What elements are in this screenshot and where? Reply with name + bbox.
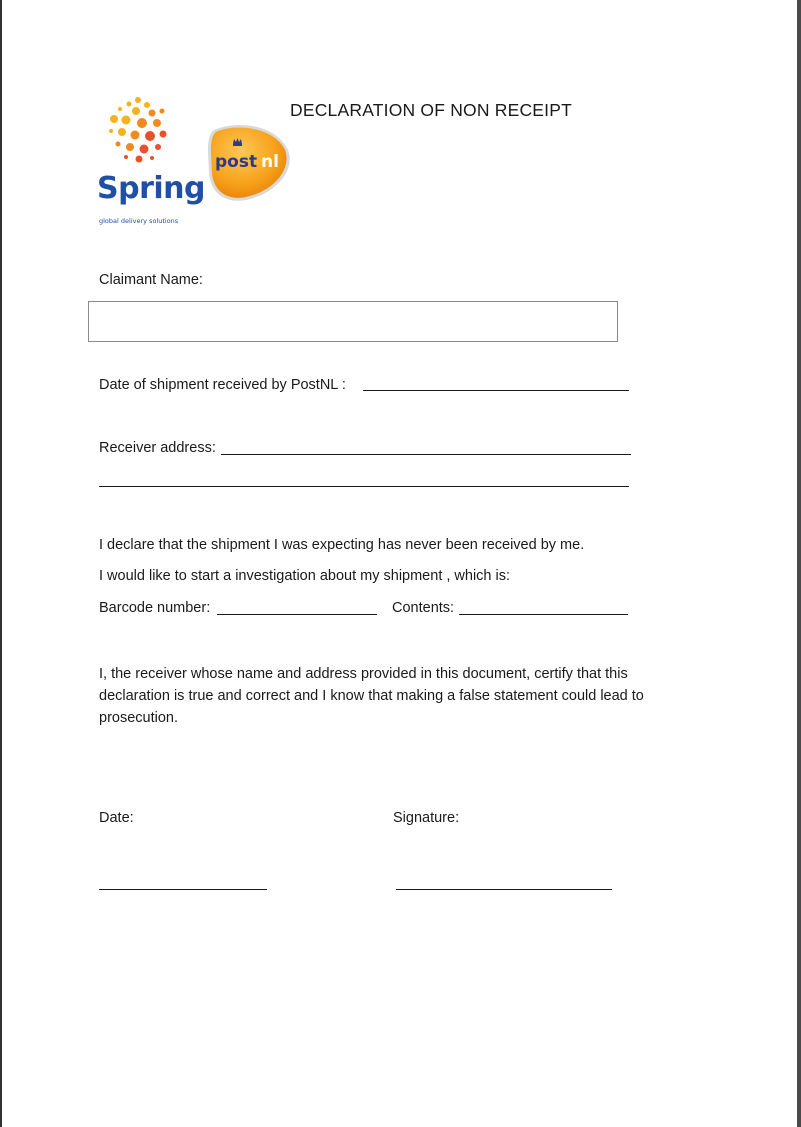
signature-label: Signature:: [393, 810, 460, 826]
spring-tagline: global delivery solutions: [99, 217, 179, 225]
claimant-name-label: Claimant Name:: [99, 272, 203, 288]
certification-paragraph: I, the receiver whose name and address provided in this document, certify that this declaration is true and correct and I know that making a false statement could lead to prosecution.: [99, 666, 644, 726]
shipment-date-label: Date of shipment received by PostNL :: [99, 377, 346, 393]
date-label: Date:: [99, 810, 134, 826]
svg-text:post: post: [215, 152, 258, 172]
postnl-logo-icon: [206, 122, 296, 202]
spring-wordmark: Spring: [97, 171, 205, 206]
contents-line[interactable]: [459, 614, 628, 615]
barcode-line[interactable]: [217, 614, 377, 615]
barcode-label: Barcode number:: [99, 600, 211, 616]
declaration-statement: I declare that the shipment I was expecting has never been received by me.: [99, 537, 585, 553]
shipment-date-line[interactable]: [363, 390, 629, 391]
signature-line[interactable]: [396, 889, 612, 890]
page-edge-right: [797, 0, 801, 1127]
svg-text:nl: nl: [261, 152, 279, 172]
receiver-address-label: Receiver address:: [99, 440, 216, 456]
date-line[interactable]: [99, 889, 267, 890]
page-edge-left: [0, 0, 2, 1127]
claimant-name-field[interactable]: [88, 301, 618, 342]
contents-label: Contents:: [392, 600, 455, 616]
receiver-address-line-2[interactable]: [99, 486, 629, 487]
investigation-statement: I would like to start a investigation about my shipment , which is:: [99, 568, 511, 584]
receiver-address-line-1[interactable]: [221, 454, 631, 455]
document-title: DECLARATION OF NON RECEIPT: [290, 100, 572, 120]
spring-dots-icon: [102, 96, 172, 164]
